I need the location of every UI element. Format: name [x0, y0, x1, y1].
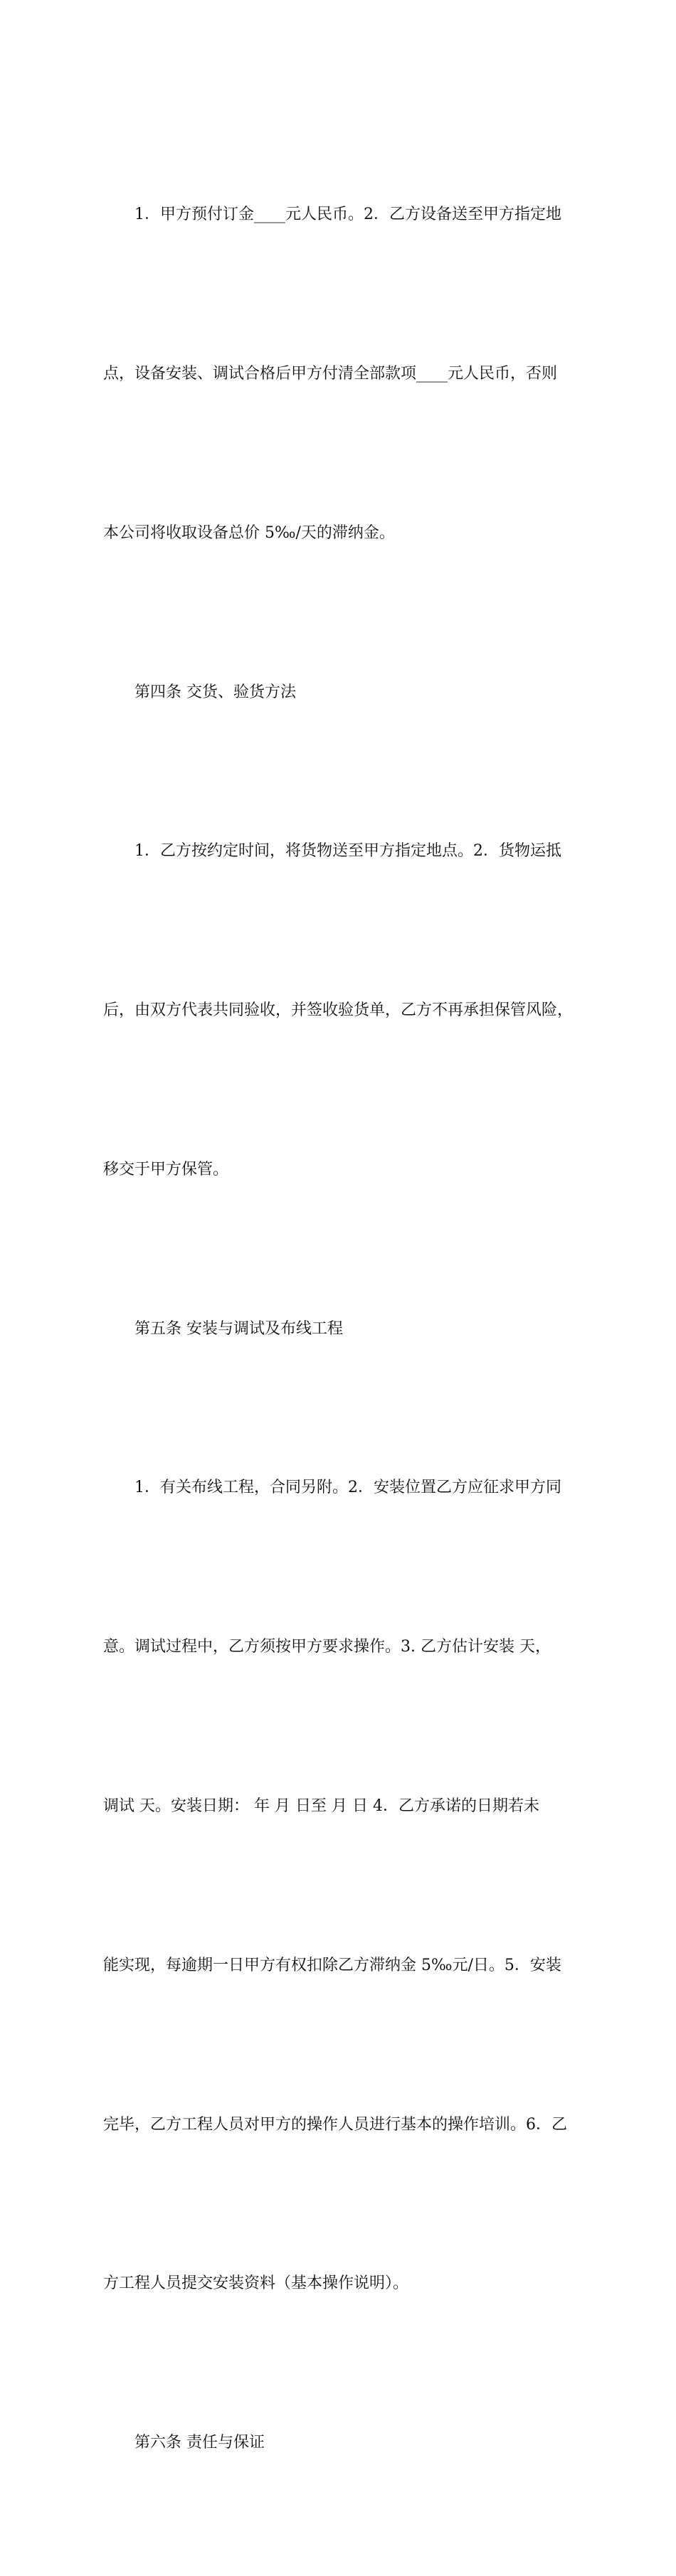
heading-article-6: 第六条 责任与保证 [134, 2434, 265, 2452]
paragraph-install-line-1: 1．有关布线工程，合同另附。2．安装位置乙方应征求甲方同 [134, 1479, 561, 1497]
paragraph-install-line-2: 意。调试过程中，乙方须按甲方要求操作。3. 乙方估计安装 天， [103, 1638, 551, 1656]
paragraph-delivery-line-2: 后，由双方代表共同验收，并签收验货单，乙方不再承担保管风险， [103, 1001, 574, 1020]
paragraph-payment-line-3: 本公司将收取设备总价 5‰/天的滞纳金。 [103, 523, 395, 542]
document-body [103, 83, 580, 2576]
heading-article-4: 第四条 交货、验货方法 [134, 683, 296, 701]
paragraph-install-line-3: 调试 天。安装日期： 年 月 日至 月 日 4．乙方承诺的日期若未 [103, 1797, 539, 1815]
paragraph-payment-line-2: 点，设备安装、调试合格后甲方付清全部款项____元人民币，否则 [103, 364, 558, 383]
paragraph-delivery-line-1: 1．乙方按约定时间，将货物送至甲方指定地点。2．货物运抵 [134, 842, 561, 861]
paragraph-payment-line-1: 1．甲方预付订金____元人民币。2．乙方设备送至甲方指定地 [134, 206, 561, 224]
paragraph-install-line-4: 能实现，每逾期一日甲方有权扣除乙方滞纳金 5‰元/日。5．安装 [103, 1956, 561, 1974]
paragraph-delivery-line-3: 移交于甲方保管。 [103, 1160, 229, 1178]
paragraph-install-line-6: 方工程人员提交安装资料（基本操作说明）。 [103, 2274, 409, 2293]
heading-article-5: 第五条 安装与调试及布线工程 [134, 1319, 343, 1338]
paragraph-install-line-5: 完毕，乙方工程人员对甲方的操作人员进行基本的操作培训。6．乙 [103, 2115, 567, 2134]
